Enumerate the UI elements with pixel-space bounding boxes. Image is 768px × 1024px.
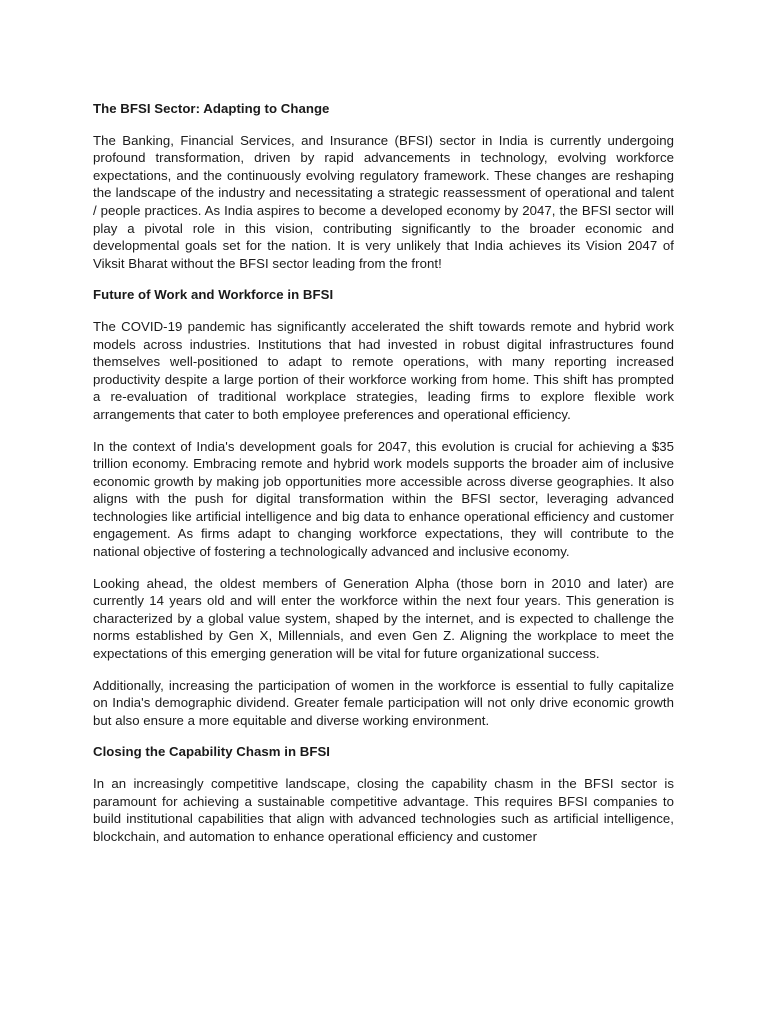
paragraph-covid-shift: The COVID-19 pandemic has significantly accelerated the shift towards remote and hybrid work models across industries. Institutions that had invested in robust digital infrastructures found themselves well-positioned to adapt to remote operations, with many reporting increased productivity despite a large portion of their workforce working from home. This shift has prompted a re-evaluation of traditional workplace strategies, leading firms to explore flexible work arrangements that cater to both employee preferences and operational efficiency. (93, 318, 674, 422)
paragraph-generation-alpha: Looking ahead, the oldest members of Generation Alpha (those born in 2010 and later) are currently 14 years old and will enter the workforce within the next four years. This generation is characterized by a global value system, shaped by the internet, and is expected to challenge the norms established by Gen X, Millennials, and even Gen Z. Aligning the workplace to meet the expectations of this emerging generation will be vital for future organizational success. (93, 575, 674, 662)
section-heading-bfsi-sector: The BFSI Sector: Adapting to Change (93, 101, 330, 116)
paragraph-women-participation: Additionally, increasing the participation of women in the workforce is essential to fully capitalize on India's demographic dividend. Greater female participation will not only drive economic growth but also ensure a more equitable and diverse working environment. (93, 677, 674, 728)
paragraph-bfsi-intro: The Banking, Financial Services, and Insurance (BFSI) sector in India is currently undergoing profound transformation, driven by rapid advancements in technology, evolving workforce expectations, and the continuously evolving regulatory framework. These changes are reshaping the landscape of the industry and necessitating a strategic reassessment of operational and talent / people practices. As India aspires to become a developed economy by 2047, the BFSI sector will play a pivotal role in this vision, contributing significantly to the broader economic and developmental goals set for the nation. It is very unlikely that India achieves its Vision 2047 of Viksit Bharat without the BFSI sector leading from the front! (93, 132, 674, 271)
paragraph-capability-chasm: In an increasingly competitive landscape, closing the capability chasm in the BFSI sector is paramount for achieving a sustainable competitive advantage. This requires BFSI companies to build institutional capabilities that align with advanced technologies such as artificial intelligence, blockchain, and automation to enhance operational efficiency and customer (93, 776, 674, 844)
section-heading-capability-chasm: Closing the Capability Chasm in BFSI (93, 744, 331, 760)
paragraph-development-goals: In the context of India's development goals for 2047, this evolution is crucial for achieving a $35 trillion economy. Embracing remote and hybrid work models supports the broader aim of inclusive economic growth by making job opportunities more accessible across diverse geographies. It also aligns with the push for digital transformation within the BFSI sector, leveraging advanced technologies like artificial intelligence and big data to enhance operational efficiency and customer engagement. As firms adapt to changing workforce expectations, they will contribute to the national objective of fostering a technologically advanced and inclusive economy. (93, 438, 674, 560)
section-heading-future-of-work: Future of Work and Workforce in BFSI (93, 287, 334, 303)
document-page (93, 100, 674, 910)
